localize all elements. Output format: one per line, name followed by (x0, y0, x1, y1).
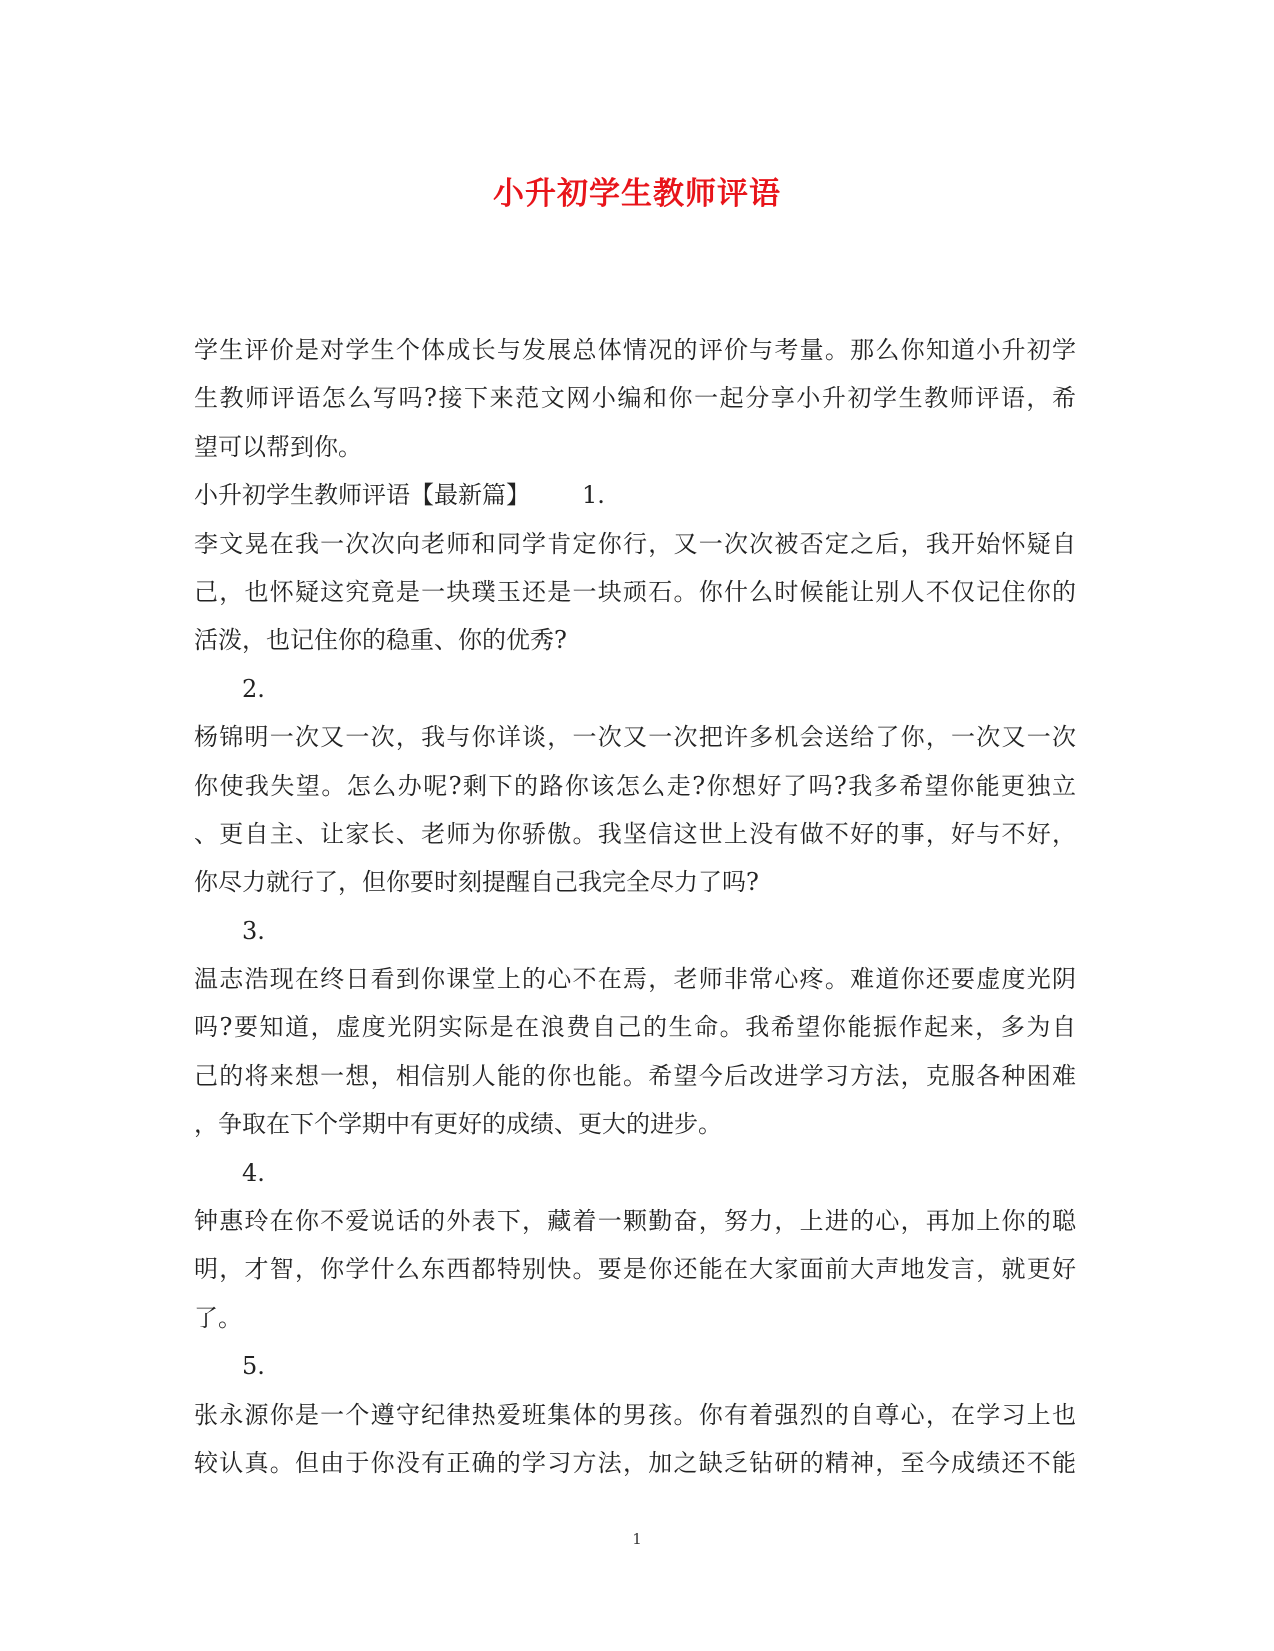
comment-line: 较认真。但由于你没有正确的学习方法，加之缺乏钻研的精神，至今成绩还不能 (194, 1448, 1076, 1477)
intro-line: 学生评价是对学生个体成长与发展总体情况的评价与考量。那么你知道小升初学 (194, 336, 1076, 364)
section-heading (194, 471, 1076, 519)
comment-line: 了。 (194, 1303, 242, 1332)
comment-line: 你使我失望。怎么办呢?剩下的路你该怎么走?你想好了吗?我多希望你能更独立 (194, 771, 1076, 800)
document-title: 小升初学生教师评语 (493, 176, 781, 212)
comment-line: 吗?要知道，虚度光阴实际是在浪费自己的生命。我希望你能振作起来，多为自 (194, 1013, 1076, 1042)
intro-line: 生教师评语怎么写吗?接下来范文网小编和你一起分享小升初学生教师评语，希 (194, 384, 1076, 413)
comment-line: 活泼，也记住你的稳重、你的优秀? (194, 626, 567, 655)
intro-line: 望可以帮到你。 (194, 432, 362, 461)
comment-line: 张永源你是一个遵守纪律热爱班集体的男孩。你有着强烈的自尊心，在学习上也 (194, 1400, 1076, 1429)
document-body (194, 326, 1076, 1487)
comment-line: 己，也怀疑这究竟是一块璞玉还是一块顽石。你什么时候能让别人不仅记住你的 (194, 577, 1076, 606)
page-number: 1 (632, 1530, 642, 1548)
section-heading-text: 小升初学生教师评语【最新篇】 (194, 481, 530, 510)
item-number: 1. (582, 481, 605, 510)
comment-line: 己的将来想一想，相信别人能的你也能。希望今后改进学习方法，克服各种困难 (194, 1061, 1076, 1090)
comment-line: 杨锦明一次又一次，我与你详谈，一次又一次把许多机会送给了你，一次又一次 (194, 723, 1076, 752)
comment-line: 明，才智，你学什么东西都特别快。要是你还能在大家面前大声地发言，就更好 (194, 1255, 1076, 1284)
comment-line: 李文晃在我一次次向老师和同学肯定你行，又一次次被否定之后，我开始怀疑自 (194, 529, 1076, 558)
item-number: 5. (242, 1352, 265, 1381)
item-number: 3. (242, 916, 265, 945)
item-number: 4. (242, 1158, 265, 1187)
item-number: 2. (242, 674, 265, 703)
comment-line: 你尽力就行了，但你要时刻提醒自己我完全尽力了吗? (194, 868, 759, 897)
comment-line: 温志浩现在终日看到你课堂上的心不在焉，老师非常心疼。难道你还要虚度光阴 (194, 965, 1076, 994)
comment-line: ，争取在下个学期中有更好的成绩、更大的进步。 (194, 1110, 722, 1139)
comment-line: 、更自主、让家长、老师为你骄傲。我坚信这世上没有做不好的事，好与不好， (194, 819, 1076, 848)
comment-line: 钟惠玲在你不爱说话的外表下，藏着一颗勤奋，努力，上进的心，再加上你的聪 (194, 1207, 1076, 1236)
